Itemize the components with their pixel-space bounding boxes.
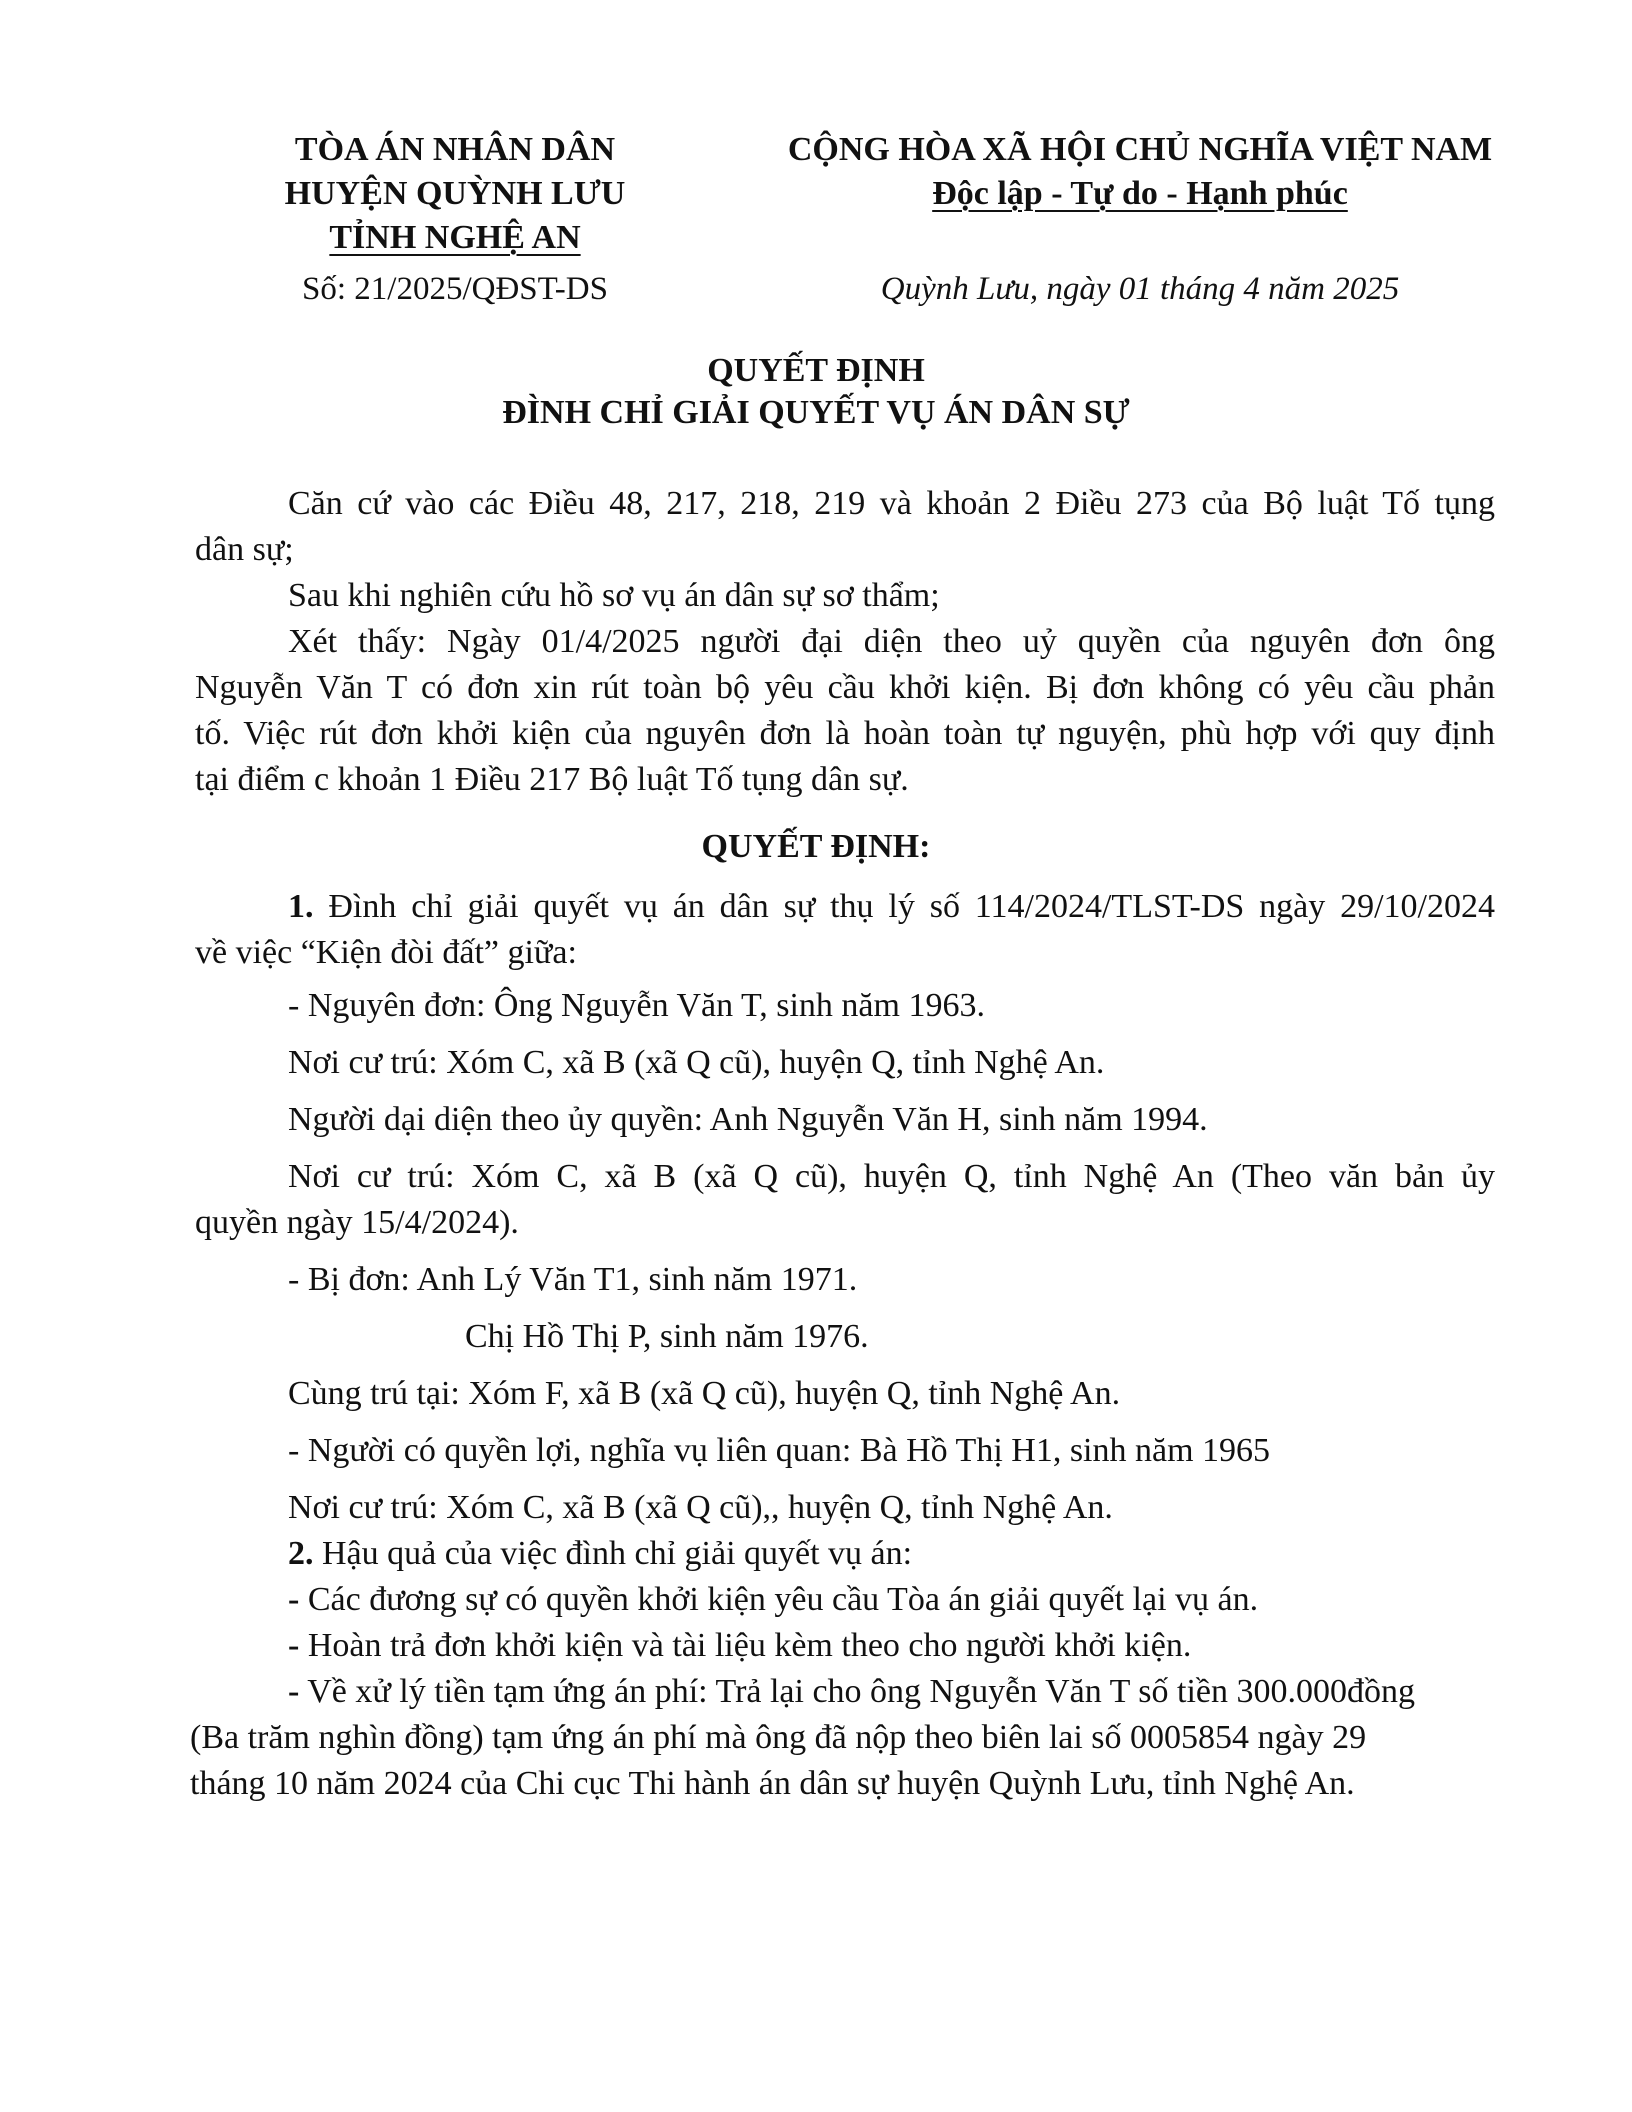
plaintiff: - Nguyên đơn: Ông Nguyễn Văn T, sinh năm 1963. xyxy=(288,987,985,1024)
legal-basis: Căn cứ vào các Điều 48, 217, 218, 219 và khoản 2 Điều 273 của Bộ luật Tố tụng xyxy=(288,485,1495,522)
item1-text: Đình chỉ giải quyết vụ án dân sự thụ lý số 114/2024/TLST-DS ngày 29/10/2024 xyxy=(313,888,1495,925)
item1-line2: về việc “Kiện đòi đất” giữa: xyxy=(195,934,577,971)
item2-line xyxy=(288,1531,912,1577)
legal-basis-cont: dân sự; xyxy=(195,531,294,568)
consequence-3-cont2: tháng 10 năm 2024 của Chi cục Thi hành án dân sự huyện Quỳnh Lưu, tỉnh Nghệ An. xyxy=(190,1765,1355,1802)
plaintiff-residence: Nơi cư trú: Xóm C, xã B (xã Q cũ), huyện Q, tỉnh Nghệ An. xyxy=(288,1044,1105,1081)
document-number: Số: 21/2025/QĐST-DS xyxy=(302,271,608,307)
after-study: Sau khi nghiên cứu hồ sơ vụ án dân sự sơ thẩm; xyxy=(288,577,940,614)
court-header xyxy=(235,128,675,260)
representative-residence-cont: quyền ngày 15/4/2024). xyxy=(195,1204,519,1241)
considering-line4: tại điểm c khoản 1 Điều 217 Bộ luật Tố tụng dân sự. xyxy=(195,761,909,798)
considering-line3: tố. Việc rút đơn khởi kiện của nguyên đơn là hoàn toàn tự nguyện, phù hợp với quy định xyxy=(195,715,1495,752)
consequence-3-cont1: (Ba trăm nghìn đồng) tạm ứng án phí mà ông đã nộp theo biên lai số 0005854 ngày 29 xyxy=(190,1719,1367,1756)
defendant-residence: Cùng trú tại: Xóm F, xã B (xã Q cũ), huyện Q, tỉnh Nghệ An. xyxy=(288,1375,1121,1412)
item1-number: 1. xyxy=(288,888,314,925)
item1-line1 xyxy=(195,884,1495,930)
representative: Người dại diện theo ủy quyền: Anh Nguyễn Văn H, sinh năm 1994. xyxy=(288,1101,1208,1138)
national-motto: Độc lập - Tự do - Hạnh phúc xyxy=(932,175,1348,212)
representative-residence: Nơi cư trú: Xóm C, xã B (xã Q cũ), huyện Q, tỉnh Nghệ An (Theo văn bản ủy xyxy=(288,1158,1495,1195)
consequence-1: - Các đương sự có quyền khởi kiện yêu cầu Tòa án giải quyết lại vụ án. xyxy=(288,1581,1259,1618)
considering-line2: Nguyễn Văn T có đơn xin rút toàn bộ yêu cầu khởi kiện. Bị đơn không có yêu cầu phản xyxy=(195,669,1495,706)
defendant-2: Chị Hồ Thị P, sinh năm 1976. xyxy=(465,1318,869,1355)
consequence-3: - Về xử lý tiền tạm ứng án phí: Trả lại cho ông Nguyễn Văn T số tiền 300.000đồng xyxy=(288,1673,1415,1710)
item2-text: Hậu quả của việc đình chỉ giải quyết vụ án: xyxy=(313,1535,913,1572)
related-party: - Người có quyền lợi, nghĩa vụ liên quan: Bà Hồ Thị H1, sinh năm 1965 xyxy=(288,1432,1271,1469)
document-title: QUYẾT ĐỊNH xyxy=(707,352,925,389)
defendant-1: - Bị đơn: Anh Lý Văn T1, sinh năm 1971. xyxy=(288,1261,858,1298)
item2-number: 2. xyxy=(288,1535,314,1572)
country-name: CỘNG HÒA XÃ HỘI CHỦ NGHĨA VIỆT NAM xyxy=(787,131,1493,168)
document-subtitle: ĐÌNH CHỈ GIẢI QUYẾT VỤ ÁN DÂN SỰ xyxy=(502,394,1130,431)
considering-line1: Xét thấy: Ngày 01/4/2025 người đại diện theo uỷ quyền của nguyên đơn ông xyxy=(288,623,1495,660)
court-name-line2: HUYỆN QUỲNH LƯU xyxy=(284,175,626,212)
decision-heading: QUYẾT ĐỊNH: xyxy=(701,828,931,865)
national-header xyxy=(740,128,1540,216)
court-name-line1: TÒA ÁN NHÂN DÂN xyxy=(294,131,616,168)
consequence-2: - Hoàn trả đơn khởi kiện và tài liệu kèm theo cho người khởi kiện. xyxy=(288,1627,1192,1664)
related-party-residence: Nơi cư trú: Xóm C, xã B (xã Q cũ),, huyện Q, tỉnh Nghệ An. xyxy=(288,1489,1113,1526)
court-name-line3: TỈNH NGHỆ AN xyxy=(329,219,581,256)
place-and-date: Quỳnh Lưu, ngày 01 tháng 4 năm 2025 xyxy=(880,271,1400,307)
